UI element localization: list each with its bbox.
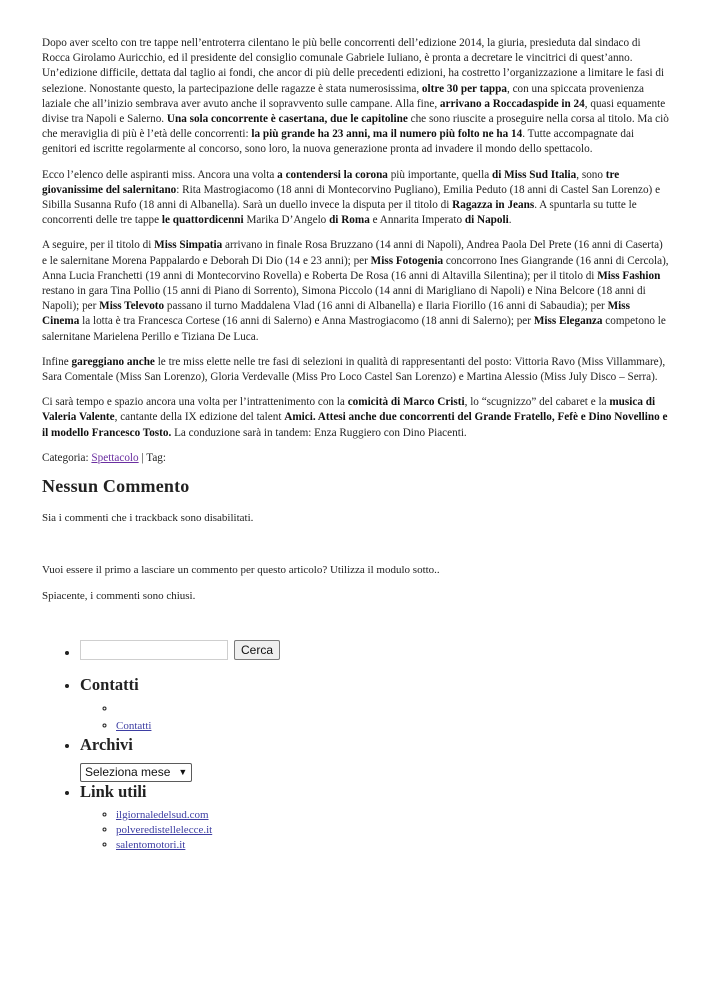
list-item (116, 808, 670, 823)
article-paragraph-1 (42, 36, 670, 158)
contatti-item (116, 718, 670, 735)
bold-text: le quattordicenni (161, 214, 244, 227)
text-run: Infine (42, 355, 72, 368)
search-input[interactable] (80, 640, 228, 660)
bold-text: Una sola concorrente è casertana, due le capitoline (166, 113, 408, 126)
text-run: . (508, 214, 512, 227)
archivi-widget (80, 735, 670, 782)
text-run: . A spuntarla su tutte le concorrenti delle tre tappe (42, 199, 637, 227)
article-paragraph-5 (42, 395, 670, 441)
bold-text: Ragazza in Jeans (452, 199, 535, 212)
search-button[interactable]: • Cerca (234, 640, 280, 660)
contatti-list (80, 701, 670, 735)
text-run: Marika D’Angelo (243, 214, 330, 227)
bold-text: Miss Fashion (597, 269, 661, 282)
bold-text: oltre 30 per tappa (421, 82, 507, 95)
archive-month-select[interactable] (80, 763, 192, 782)
comments-disabled-text: Sia i commenti che i trackback sono disabilitati. (42, 511, 254, 524)
text-run: concorrono Ines Giangrande (16 anni di Cercola), Anna Lucia Franchetti (19 anni di Montecorvino Rovella) e Roberta De Rosa (16 anni di Altavilla Silentina); per il titolo di (42, 254, 669, 282)
link-utili-list (80, 808, 670, 853)
page-content (42, 36, 670, 853)
list-item (116, 838, 670, 853)
link-utili-widget (80, 782, 670, 853)
bold-text: di Miss Sud Italia (492, 168, 577, 181)
text-run: arrivano in finale Rosa Bruzzano (14 anni di Napoli), Andrea Paola Del Prete (16 anni di Caserta) e le salernitane Morena Pappalardo e Deborah Di Dio (14 e 23 anni); per (42, 239, 663, 267)
text-run: , lo “scugnizzo” del cabaret e la (464, 396, 610, 409)
bold-text: di Roma (329, 214, 370, 227)
text-run: La conduzione sarà in tandem: Enza Ruggiero con Dino Piacenti. (171, 426, 467, 439)
comments-invite-text: Vuoi essere il primo a lasciare un commento per questo articolo? Utilizza il modulo sotto.. (42, 563, 440, 576)
text-run: Dopo aver scelto con tre tappe nell’entroterra cilentano le più belle concorrenti dell’edizione 2014, la giuria, presieduta dal sindaco di Rocca Girolamo Auricchio, ed il presidente del consiglio comunale Gabriele Iuliano, è pronta a decretare le vincitrici di quest’anno. Un’edizione difficile, dettata dal taglio ai fondi, che ancor di più delle precedenti edizioni, ha costretto l’organizzazione a limitare le fasi di selezione. Nonostante questo, la partecipazione delle ragazze è stata numerosissima, (42, 37, 665, 95)
link-ilgiornaledelsud[interactable]: ilgiornaledelsud.com (116, 808, 209, 821)
bold-text: a contendersi la corona (277, 168, 388, 181)
comments-title: Nessun Commento (42, 475, 190, 496)
article-paragraph-3 (42, 238, 670, 344)
text-run: , sono (576, 168, 606, 181)
text-run: Ci sarà tempo e spazio ancora una volta per l’intrattenimento con la (42, 396, 348, 409)
category-label: Categoria: (42, 451, 89, 464)
text-run: , quasi equamente divise tra Napoli e Salerno. (42, 97, 666, 126)
text-run: passano il turno Maddalena Vlad (16 anni di Albanella) e Ilaria Fiorillo (16 anni di Sabaudia); per (164, 300, 608, 313)
list-item (116, 823, 670, 838)
post-meta (42, 451, 670, 466)
text-run: , cantante della IX edizione del talent (114, 411, 285, 424)
bold-text: comicità di Marco Cristi (347, 396, 465, 409)
category-link-spettacolo[interactable]: Spettacolo (91, 451, 139, 464)
bold-text: musica di Valeria Valente (42, 396, 656, 424)
text-run: che sono riuscite a proseguire nella corsa al titolo. Ma ciò che meraviglia di più è l’età delle concorrenti: (42, 113, 669, 141)
contatti-title: • Contatti (80, 674, 139, 694)
text-run: e Annarita Imperato (369, 214, 465, 227)
link-polveredistellelecce[interactable]: polveredistellelecce.it (116, 823, 213, 836)
bold-text: Miss Simpatia (154, 239, 223, 252)
tag-label: | Tag: (138, 451, 166, 464)
text-run: , con una spiccata provenienza laziale che all’inizio sembrava aver avuto anche il sopravvento sulle campane. Alla fine, (42, 82, 644, 110)
bold-text: tre giovanissime del salernitano (42, 168, 620, 196)
text-run: la lotta è tra Francesca Cortese (16 anni di Salerno) e Anna Mastrogiacomo (18 anni di Salerno); per (79, 315, 534, 328)
text-run: le tre miss elette nelle tre fasi di selezioni in qualità di rappresentanti del posto: Vittoria Ravo (Miss Villammare), Sara Comentale (Miss San Lorenzo), Gloria Verdevalle (Miss Pro Loco Castel San Lorenzo) e Martina Alessio (Miss July Disco – Serra). (42, 355, 666, 384)
comments-section (42, 476, 670, 603)
search-form (80, 640, 280, 660)
article-paragraph-2 (42, 168, 670, 229)
text-run: : Rita Mastrogiacomo (18 anni di Montecorvino Pugliano), Emilia Peduto (18 anni di Castel San Lorenzo) e Sibilla Susanna Rufo (18 anni di Albanella). Sarà un duello invece la disputa per il titolo di (42, 183, 661, 212)
article-paragraph-4 (42, 355, 670, 385)
bold-text: Miss Fotogenia (370, 254, 444, 267)
bold-text: Miss Televoto (99, 300, 165, 313)
bold-text: di Napoli (464, 214, 509, 227)
comments-closed-text: Spiacente, i commenti sono chiusi. (42, 589, 196, 602)
article-body (42, 36, 670, 441)
contatti-link[interactable]: Contatti (116, 719, 152, 732)
archivi-title: • Archivi (80, 734, 133, 754)
text-run: competono le salernitane Marielena Perillo e Tiziana De Luca. (42, 315, 666, 343)
bold-text: gareggiano anche (71, 355, 155, 368)
text-run: restano in gara Tina Pollio (15 anni di Piano di Sorrento), Simona Piccolo (14 anni di Marigliano di Napoli) e Nina Belcore (18 anni di Napoli); per (42, 285, 646, 313)
bold-text: la più grande ha 23 anni, ma il numero più folto ne ha 14 (251, 128, 523, 141)
sidebar-widgets (42, 643, 670, 853)
bold-text: Amici. Attesi anche due concorrenti del Grande Fratello, Fefè e Dino Novellino e il modello Francesco Tosto. (42, 411, 668, 439)
archive-select-value: Seleziona mese (85, 765, 171, 780)
text-run: A seguire, per il titolo di (42, 239, 155, 252)
bold-text: arrivano a Roccadaspide in 24 (439, 97, 585, 110)
contatti-item-empty (116, 701, 670, 718)
contatti-widget (80, 675, 670, 735)
chevron-down-icon: ▼ (178, 767, 188, 778)
text-run: . Tutte accompagnate dai genitori ed iscritte regolarmente al concorso, sono loro, la nuova generazione pronta ad invadere il mondo dello spettacolo. (42, 128, 635, 156)
link-utili-title: • Link utili (80, 781, 147, 801)
link-salentomotori[interactable]: salentomotori.it (116, 838, 186, 851)
search-widget (80, 643, 670, 665)
text-run: Ecco l’elenco delle aspiranti miss. Ancora una volta (42, 168, 278, 181)
bold-text: Miss Eleganza (533, 315, 603, 328)
bold-text: Miss Cinema (42, 300, 630, 328)
text-run: più importante, quella (387, 168, 492, 181)
